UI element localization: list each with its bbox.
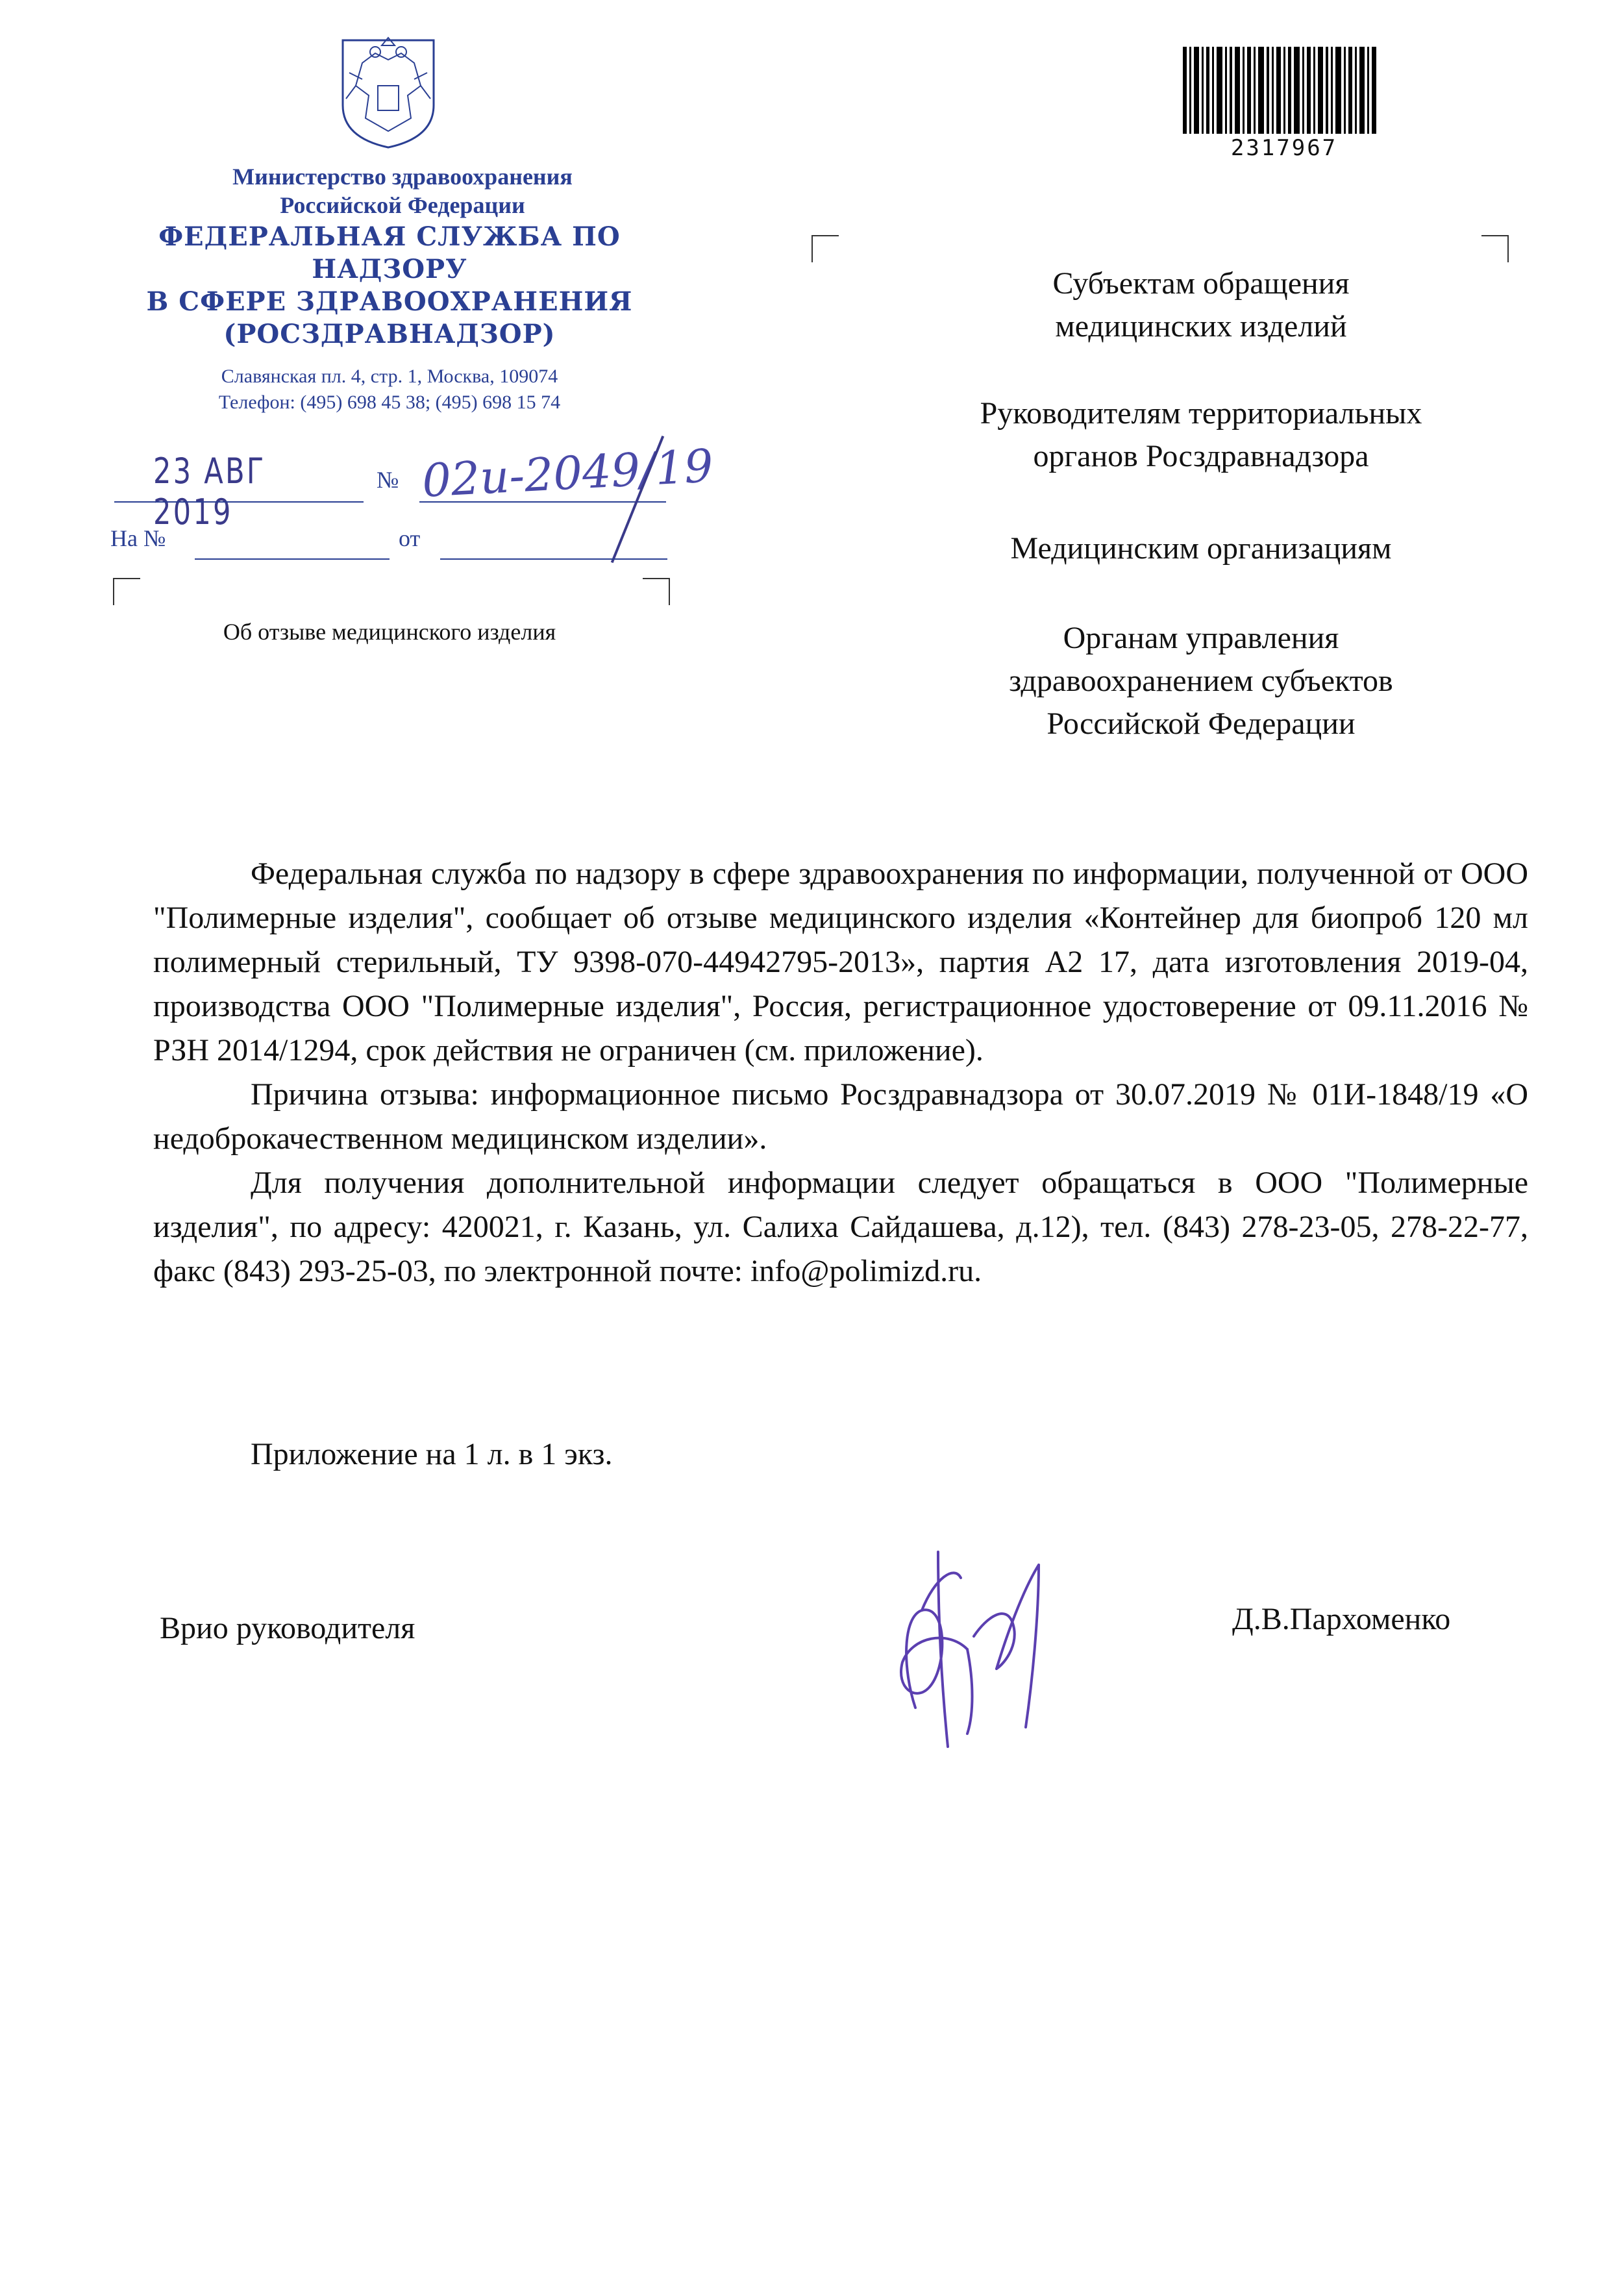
registration-number: 02и-2049/19: [421, 439, 715, 508]
ministry-line: Министерство здравоохранения: [232, 164, 573, 190]
reply-to-underline: [195, 558, 390, 560]
addressee-line: органов Росздравнадзора: [1033, 439, 1369, 473]
subject-bracket-left: [113, 578, 140, 605]
body-paragraph: Причина отзыва: информационное письмо Росздравнадзора от 30.07.2019 № 01И-1848/19 «О недоброкачественном медицинском изделии».: [153, 1077, 1528, 1156]
letter-subject: Об отзыве медицинского изделия: [223, 619, 556, 645]
addressee-block: [870, 617, 1532, 745]
number-label: №: [377, 467, 399, 493]
address-line: Славянская пл. 4, стр. 1, Москва, 109074: [221, 366, 558, 387]
addressee-line: Российской Федерации: [1046, 706, 1356, 741]
from-label: от: [399, 525, 421, 551]
signatory-title: Врио руководителя: [160, 1611, 415, 1645]
service-line: В СФЕРЕ ЗДРАВООХРАНЕНИЯ: [146, 286, 633, 317]
body-paragraph: Для получения дополнительной информации следует обращаться в ООО "Полимерные изделия", по адресу: 420021, г. Казань, ул. Салиха Сайдашева, д.12), тел. (843) 278-23-05, 278-22-77, факс (843) 293-25-03, по электронной почте: info@polimizd.ru.: [153, 1166, 1528, 1288]
service-line: (РОСЗДРАВНАДЗОР): [223, 319, 556, 349]
addressee-line: медицинских изделий: [1055, 309, 1347, 343]
letter-body: [153, 852, 1528, 1293]
signatory-name: Д.В.Пархоменко: [1232, 1602, 1451, 1636]
subject-bracket-right: [643, 578, 670, 605]
addressee-line: здравоохранением субъектов: [1009, 664, 1393, 698]
addressee-line: Медицинским организациям: [1010, 531, 1392, 566]
handwritten-signature-icon: [876, 1539, 1071, 1760]
reply-to-label: На №: [110, 525, 166, 551]
service-line: ФЕДЕРАЛЬНАЯ СЛУЖБА ПО НАДЗОРУ: [158, 221, 621, 284]
addressee-block: [870, 527, 1532, 570]
registration-date-stamp: 23 АВГ 2019: [153, 451, 266, 532]
addressee-bracket-left: [811, 235, 839, 262]
ministry-name: [110, 162, 695, 219]
body-paragraph: Федеральная служба по надзору в сфере здравоохранения по информации, полученной от ООО "Полимерные изделия", сообщает об отзыве медицинского изделия «Контейнер для биопроб 120 мл полимерный стерильный, ТУ 9398-070-44942795-2013», партия А2 17, дата изготовления 2019-04, производства ООО "Полимерные изделия", Россия, регистрационное удостоверение от 09.11.2016 № РЗН 2014/1294, срок действия не ограничен (см. приложение).: [153, 856, 1528, 1067]
ministry-line: Российской Федерации: [280, 192, 525, 218]
barcode-icon: [1183, 47, 1376, 134]
service-name: [97, 221, 682, 351]
addressee-line: Руководителям территориальных: [980, 396, 1422, 430]
addressee-bracket-right: [1481, 235, 1509, 262]
date-underline: [114, 501, 364, 503]
phone-line: Телефон: (495) 698 45 38; (495) 698 15 74: [218, 392, 561, 413]
sender-address: [97, 364, 682, 416]
addressee-block: [870, 262, 1532, 348]
barcode-number: 2317967: [1230, 135, 1338, 161]
coat-of-arms-emblem-icon: [336, 34, 440, 151]
addressee-line: Субъектам обращения: [1052, 266, 1350, 301]
from-underline: [440, 558, 667, 560]
number-underline: [419, 501, 666, 503]
addressee-block: [870, 392, 1532, 478]
addressee-line: Органам управления: [1063, 621, 1339, 655]
attachment-note: Приложение на 1 л. в 1 экз.: [251, 1437, 613, 1471]
